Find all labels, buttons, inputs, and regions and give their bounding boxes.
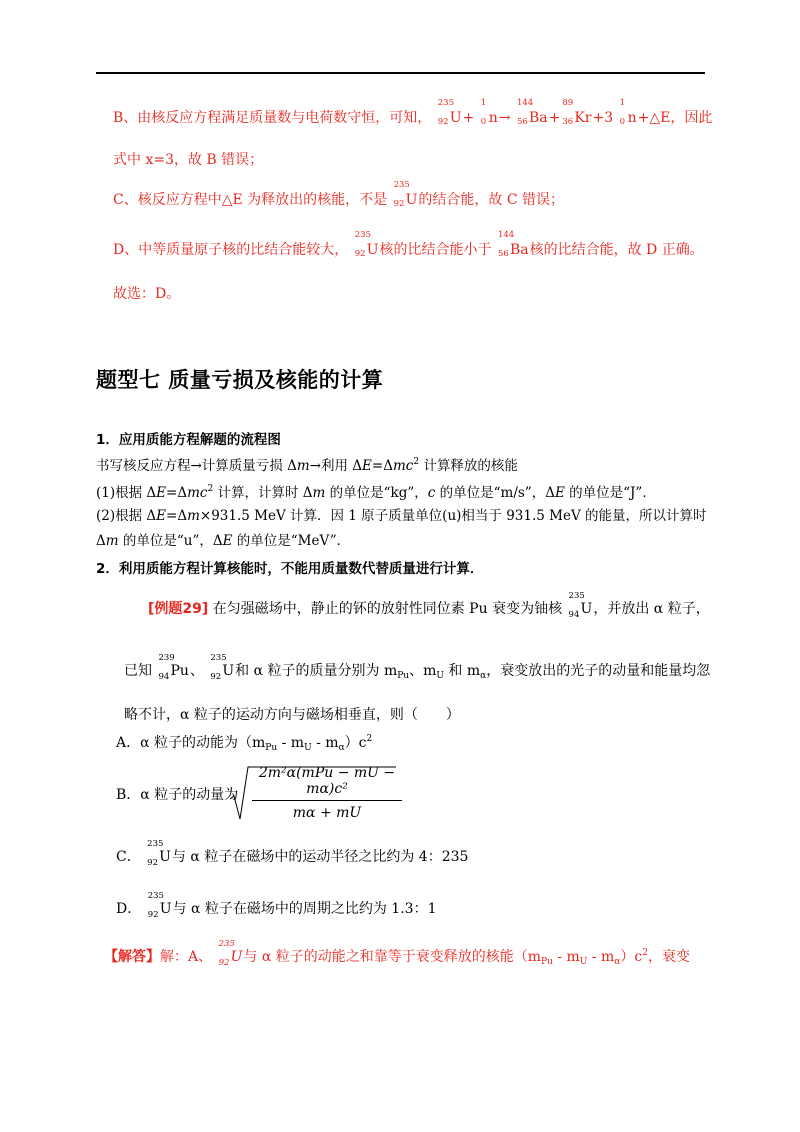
element-symbol: Pu: [170, 663, 189, 679]
section-title: 题型七 质量亏损及核能的计算: [96, 368, 384, 392]
subscript: α: [338, 743, 345, 753]
mass-number: 235: [218, 939, 235, 949]
nuclide-ba144: [516, 98, 548, 128]
nuclide-kr89: [562, 98, 592, 128]
var: m: [105, 533, 119, 549]
option-b-formula: [228, 763, 398, 823]
subscript: U: [304, 743, 312, 753]
subscript: α: [480, 671, 487, 681]
mass-number: 89: [562, 98, 574, 108]
charge-number: 92: [147, 858, 158, 868]
element-symbol: Kr: [574, 110, 592, 126]
text: ）c: [344, 735, 367, 751]
var: E: [156, 508, 167, 524]
solution-line: [104, 939, 690, 968]
charge-number: 92: [218, 958, 230, 968]
charge-number: 0: [619, 117, 626, 127]
var: E: [156, 485, 167, 501]
answer-c-prefix: C、核反应方程中△E 为释放出的核能，不是: [113, 192, 388, 208]
text: 的单位是“kg”，: [325, 485, 428, 501]
charge-number: 56: [497, 249, 509, 259]
var: c: [427, 485, 436, 501]
element-symbol: U: [449, 110, 462, 126]
nuclide-neutron: [480, 98, 498, 128]
text: =Δ: [166, 485, 188, 501]
text: 与 α 粒子的动能之和靠等于衰变释放的核能（m: [243, 949, 542, 965]
mass-number: 235: [568, 591, 585, 601]
fraction: [252, 765, 402, 821]
text: =Δ: [371, 458, 393, 474]
text: 和 α 粒子的质量分别为 m: [235, 663, 398, 679]
subscript: Pu: [397, 671, 410, 681]
subscript: Pu: [541, 957, 553, 967]
option-b-label: B．α 粒子的动量为: [116, 787, 239, 803]
nuclide-neutron-2: [619, 98, 637, 128]
example-line3: 略不计，α 粒子的运动方向与磁场相垂直，则（ ）: [124, 707, 460, 723]
nuclide-u235: [210, 653, 235, 682]
conclusion: 故选：D。: [113, 286, 181, 302]
mass-number: 235: [437, 98, 454, 108]
nuclide-u235: [568, 591, 593, 620]
element-symbol: n: [627, 110, 637, 126]
var: E: [554, 485, 565, 501]
charge-number: 92: [437, 117, 449, 127]
text: ）c: [620, 949, 643, 965]
text: 、: [189, 663, 204, 679]
answer-b-line2: 式中 x=3，故 B 错误；: [113, 152, 264, 168]
text: →利用 Δ: [309, 458, 363, 474]
subscript: U: [436, 671, 444, 681]
element-symbol: n: [488, 110, 498, 126]
mass-number: 235: [393, 180, 410, 190]
text: 与 α 粒子在磁场中的周期之比约为 1.3：1: [172, 901, 437, 917]
text: 、m: [409, 663, 437, 679]
charge-number: 0: [480, 117, 487, 127]
text: ，衰变: [647, 949, 690, 965]
text: A．α 粒子的动能为（m: [116, 735, 266, 751]
point1-heading: 1．应用质能方程解题的流程图: [96, 432, 281, 448]
text: - m: [587, 949, 615, 965]
text: 已知: [124, 663, 152, 679]
mass-number: 235: [354, 230, 371, 240]
exponent: 2: [207, 484, 214, 494]
denominator: mα + mU: [292, 805, 362, 821]
text: 书写核反应方程→计算质量亏损 Δ: [96, 458, 297, 474]
text: ，衰变放出的光子的动量和能量均忽: [486, 663, 711, 679]
text: 在匀强磁场中，静止的钚的放射性同位素 Pu 衰变为铀核: [208, 601, 563, 617]
nuclide-pu239: [158, 653, 189, 682]
exponent: 2: [413, 457, 420, 467]
charge-number: 94: [568, 610, 580, 620]
text: ，并放出 α 粒子，: [593, 601, 710, 617]
exponent: 2: [642, 948, 648, 958]
text: 的单位是“m/s”，Δ: [435, 485, 555, 501]
text: 和 m: [443, 663, 481, 679]
arrow: →: [498, 110, 511, 126]
point1-line3: [96, 507, 707, 525]
point1-line1: [96, 453, 518, 475]
text: 与 α 粒子在磁场中的运动半径之比约为 4：235: [171, 849, 469, 865]
example-line2: [124, 653, 711, 682]
var: E: [362, 458, 372, 474]
option-d: [116, 891, 437, 920]
point1-line2: [96, 480, 656, 502]
text: - m: [277, 735, 305, 751]
nuclide-u235: [218, 939, 243, 968]
charge-number: 92: [354, 249, 366, 259]
text: (2)根据 Δ: [96, 508, 157, 524]
plus-sign: +: [462, 110, 475, 126]
answer-b-suffix: +△E，因此: [637, 110, 713, 126]
example-label: [例题29]: [148, 601, 209, 617]
answer-d-prefix: D、中等质量原子核的比结合能较大，: [113, 242, 349, 258]
var: E: [222, 533, 233, 549]
answer-d-middle: 核的比结合能小于: [379, 242, 492, 258]
header-rule: [96, 72, 705, 74]
text: D．: [116, 901, 142, 917]
answer-b-prefix: B、由核反应方程满足质量数与电荷数守恒，可知，: [113, 110, 432, 126]
charge-number: 36: [562, 117, 574, 127]
subscript: Pu: [265, 743, 278, 753]
exponent: 2: [366, 734, 373, 744]
element-symbol: Ba: [509, 242, 529, 258]
element-symbol: U: [222, 663, 235, 679]
text: ×931.5 MeV 计算．因 1 原子质量单位(u)相当于 931.5 MeV 的能量，所以计算时: [199, 508, 707, 524]
text: - m: [552, 949, 580, 965]
text: 的单位是“u”，Δ: [118, 533, 223, 549]
mass-number: 144: [497, 230, 515, 240]
answer-d-line: [113, 230, 704, 260]
text: Δ: [96, 533, 106, 549]
solution-label: 【解答】: [104, 949, 160, 965]
answer-c-line: [113, 180, 565, 210]
numerator: 2m²α(mPu − mU − mα)c²: [252, 765, 402, 801]
var: m: [312, 485, 326, 501]
text: 计算释放的核能: [419, 458, 518, 474]
var: m: [187, 508, 200, 524]
nuclide-u235: [393, 180, 418, 210]
coefficient: +3: [592, 110, 614, 126]
text: 的单位是“J”．: [564, 485, 656, 501]
text: 计算，计算时 Δ: [213, 485, 313, 501]
element-symbol: Ba: [528, 110, 548, 126]
text: =Δ: [166, 508, 188, 524]
var: m: [296, 458, 310, 474]
element-symbol: U: [405, 192, 418, 208]
text: C．: [116, 849, 141, 865]
mass-number: 1: [619, 98, 626, 108]
mass-number: 235: [147, 839, 164, 849]
option-a: [116, 732, 372, 753]
charge-number: 92: [147, 910, 159, 920]
nuclide-ba144: [497, 230, 529, 260]
var: mc: [392, 458, 414, 474]
charge-number: 92: [210, 672, 222, 682]
answer-d-suffix: 核的比结合能，故 D 正确。: [529, 242, 704, 258]
mass-number: 239: [158, 653, 175, 663]
subscript: U: [579, 957, 588, 967]
element-symbol: U: [159, 901, 172, 917]
point2-heading: 2．利用质能方程计算核能时，不能用质量数代替质量进行计算．: [96, 561, 484, 577]
mass-number: 235: [147, 891, 164, 901]
text: (1)根据 Δ: [96, 485, 157, 501]
mass-number: 144: [516, 98, 534, 108]
subscript: α: [614, 957, 621, 967]
option-c: [116, 839, 469, 868]
charge-number: 92: [393, 199, 405, 209]
nuclide-u235: [354, 230, 379, 260]
nuclide-u235: [147, 839, 171, 868]
plus-sign: +: [548, 110, 561, 126]
charge-number: 94: [158, 672, 170, 682]
text: 解：A、: [160, 949, 213, 965]
element-symbol: U: [159, 849, 171, 865]
var: mc: [187, 485, 208, 501]
mass-number: 235: [210, 653, 227, 663]
answer-c-suffix: 的结合能，故 C 错误；: [418, 192, 565, 208]
element-symbol: U: [366, 242, 379, 258]
text: 的单位是“MeV”．: [232, 533, 351, 549]
point1-line4: [96, 532, 350, 550]
nuclide-u235: [147, 891, 172, 920]
nuclide-u235: [437, 98, 462, 128]
text: - m: [311, 735, 339, 751]
mass-number: 1: [480, 98, 487, 108]
element-symbol: U: [580, 601, 593, 617]
element-symbol: U: [230, 949, 243, 965]
answer-b-line1: [113, 98, 713, 128]
charge-number: 56: [516, 117, 528, 127]
example-line1: [148, 591, 710, 620]
